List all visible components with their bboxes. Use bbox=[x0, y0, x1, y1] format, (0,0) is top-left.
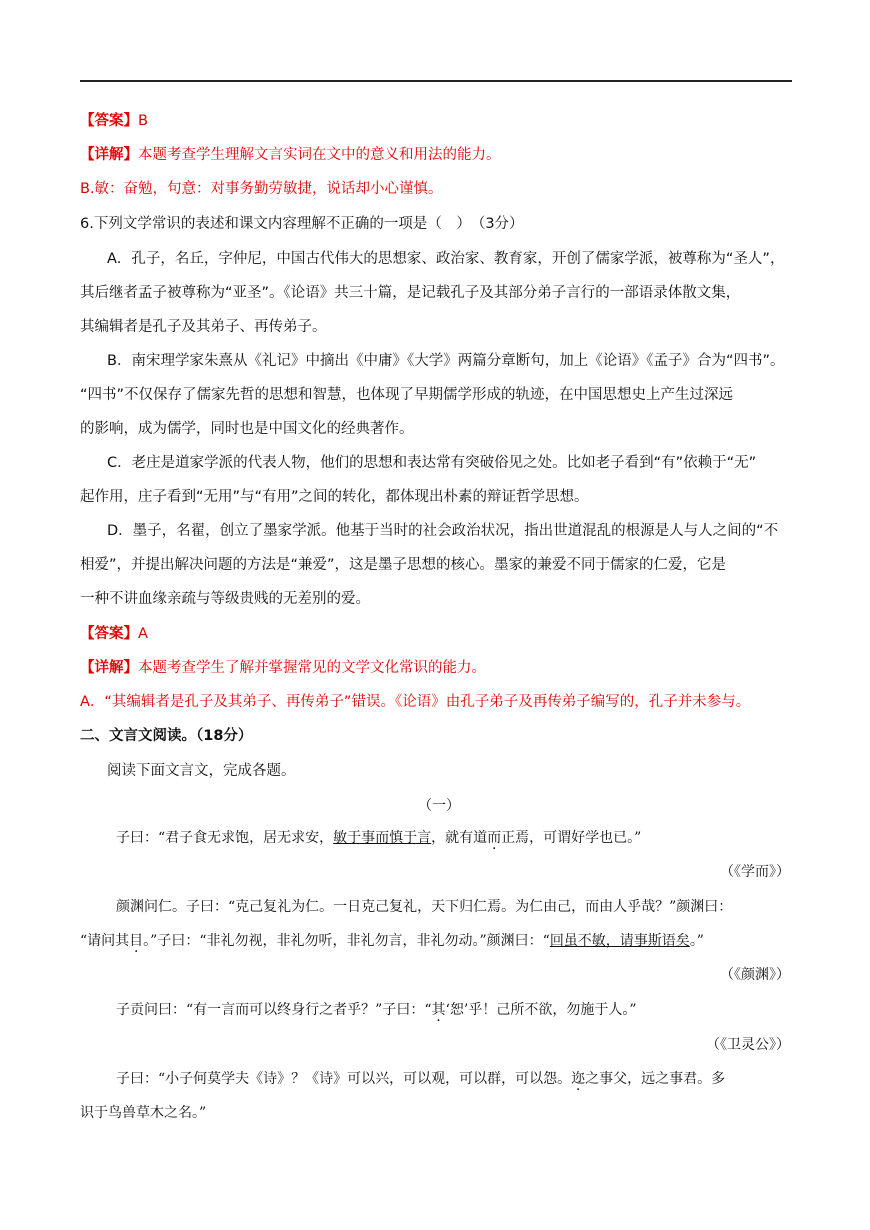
text-segment: ‘恕’乎！己所不欲，勿施于人。” bbox=[445, 1002, 637, 1018]
detail-label: 【详解】 bbox=[80, 660, 138, 676]
text-segment: 正焉，可谓好学也已。” bbox=[501, 830, 642, 846]
option-c-line-1: C．老庄是道家学派的代表人物，他们的思想和表达常有突破俗见之处。比如老子看到“有”依赖于“无” bbox=[107, 455, 757, 471]
option-a-line-3: 其编辑者是孔子及其弟子、再传弟子。 bbox=[80, 319, 327, 335]
underlined-phrase: 敏于事而慎于言 bbox=[333, 830, 432, 846]
option-b-line-3: 的影响，成为儒学，同时也是中国文化的经典著作。 bbox=[80, 421, 414, 437]
section-2-title: 二、文言文阅读。（18分） bbox=[80, 728, 253, 744]
section-2-intro: 阅读下面文言文，完成各题。 bbox=[107, 763, 296, 779]
header-rule bbox=[80, 80, 792, 82]
detail-text: 本题考查学生理解文言实词在文中的意义和用法的能力。 bbox=[138, 147, 501, 163]
passage-part-label: （一） bbox=[418, 798, 460, 814]
text-segment: 子贡问曰：“有一言而可以终身行之者乎？”子曰：“ bbox=[116, 1002, 432, 1018]
answer-value: A bbox=[138, 626, 148, 642]
text-segment: 之事父，远之事君。多 bbox=[585, 1071, 726, 1087]
text-segment: 子曰：“君子食无求饱，居无求安， bbox=[116, 830, 334, 846]
source-wei-ling-gong: （《卫灵公》） bbox=[706, 1037, 790, 1053]
option-d-line-1: D．墨子，名翟，创立了墨家学派。他基于当时的社会政治状况，指出世道混乱的根源是人与人之间的“不 bbox=[107, 523, 779, 539]
detail-q6 bbox=[80, 659, 486, 677]
answer-label: 【答案】 bbox=[80, 113, 138, 129]
option-d-line-3: 一种不讲血缘亲疏与等级贵贱的无差别的爱。 bbox=[80, 591, 370, 607]
explain-q6: A．“其编辑者是孔子及其弟子、再传弟子”错误。《论语》由孔子弟子及再传弟子编写的，孔子并未参与。 bbox=[80, 694, 751, 710]
option-a-line-2: 其后继者孟子被尊称为“亚圣”。《论语》共三十篇，是记载孔子及其部分弟子言行的一部语录体散文集， bbox=[80, 285, 741, 301]
passage-paragraph-1 bbox=[116, 829, 641, 847]
option-a-line-1: A．孔子，名丘，字仲尼，中国古代伟大的思想家、政治家、教育家，开创了儒家学派，被尊称为“圣人”， bbox=[107, 251, 785, 267]
text-segment: 。”子曰：“非礼勿视，非礼勿听，非礼勿言，非礼勿动。”颜渊曰：“ bbox=[143, 933, 550, 949]
option-b-line-1: B．南宋理学家朱熹从《礼记》中摘出《中庸》《大学》两篇分章断句，加上《论语》《孟子》合为“四书”。 bbox=[107, 353, 785, 369]
answer-label: 【答案】 bbox=[80, 626, 138, 642]
text-segment: 。” bbox=[689, 933, 704, 949]
source-yan-yuan: （《颜渊》） bbox=[720, 967, 790, 983]
dotted-character: 目 bbox=[129, 933, 144, 949]
option-d-line-2: 相爱”，并提出解决问题的方法是“兼爱”，这是墨子思想的核心。墨家的兼爱不同于儒家的仁爱，它是 bbox=[80, 557, 727, 573]
answer-q6 bbox=[80, 625, 148, 643]
source-xue-er: （《学而》） bbox=[720, 864, 790, 880]
detail-label: 【详解】 bbox=[80, 147, 138, 163]
answer-q5 bbox=[80, 112, 148, 130]
text-segment: “请问其 bbox=[80, 933, 130, 949]
underlined-phrase: 回虽不敏，请事斯语矣 bbox=[549, 933, 690, 949]
passage-paragraph-2-line-1: 颜渊问仁。子曰：“克己复礼为仁。一日克己复礼，天下归仁焉。为仁由己，而由人乎哉？”颜渊曰： bbox=[116, 899, 733, 915]
text-segment: ，就有道 bbox=[431, 830, 488, 846]
dotted-character: 而 bbox=[487, 830, 502, 846]
question-6-stem: 6.下列文学常识的表述和课文内容理解不正确的一项是（ ） （3分） bbox=[80, 216, 524, 232]
dotted-character: 迩 bbox=[571, 1071, 586, 1087]
option-c-line-2: 起作用，庄子看到“无用”与“有用”之间的转化，都体现出朴素的辩证哲学思想。 bbox=[80, 489, 589, 505]
passage-paragraph-4-line-1 bbox=[116, 1070, 725, 1088]
passage-paragraph-4-line-2: 识于鸟兽草木之名。” bbox=[80, 1105, 207, 1121]
option-b-line-2: “四书”不仅保存了儒家先哲的思想和智慧，也体现了早期儒学形成的轨迹，在中国思想史上产生过深远 bbox=[80, 387, 734, 403]
passage-paragraph-2-line-2 bbox=[80, 932, 704, 950]
dotted-character: 其 bbox=[431, 1002, 446, 1018]
detail-q5 bbox=[80, 146, 501, 164]
detail-text: 本题考查学生了解并掌握常见的文学文化常识的能力。 bbox=[138, 660, 486, 676]
answer-value: B bbox=[138, 113, 148, 129]
text-segment: 子曰：“小子何莫学夫《诗》？《诗》可以兴，可以观，可以群，可以怨。 bbox=[116, 1071, 572, 1087]
passage-paragraph-3 bbox=[116, 1001, 637, 1019]
explain-q5: B.敏：奋勉，句意：对事务勤劳敏捷，说话却小心谨慎。 bbox=[80, 181, 443, 197]
